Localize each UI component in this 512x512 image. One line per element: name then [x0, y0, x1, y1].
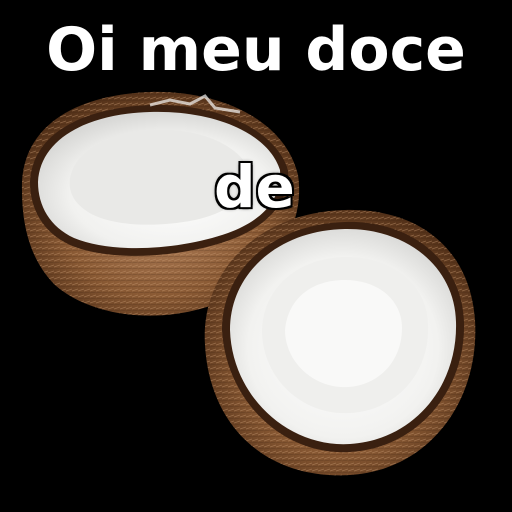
caption-line-1: Oi meu doce [46, 15, 466, 85]
coconut-half-front [205, 210, 476, 475]
caption-line-2: de [214, 153, 295, 221]
